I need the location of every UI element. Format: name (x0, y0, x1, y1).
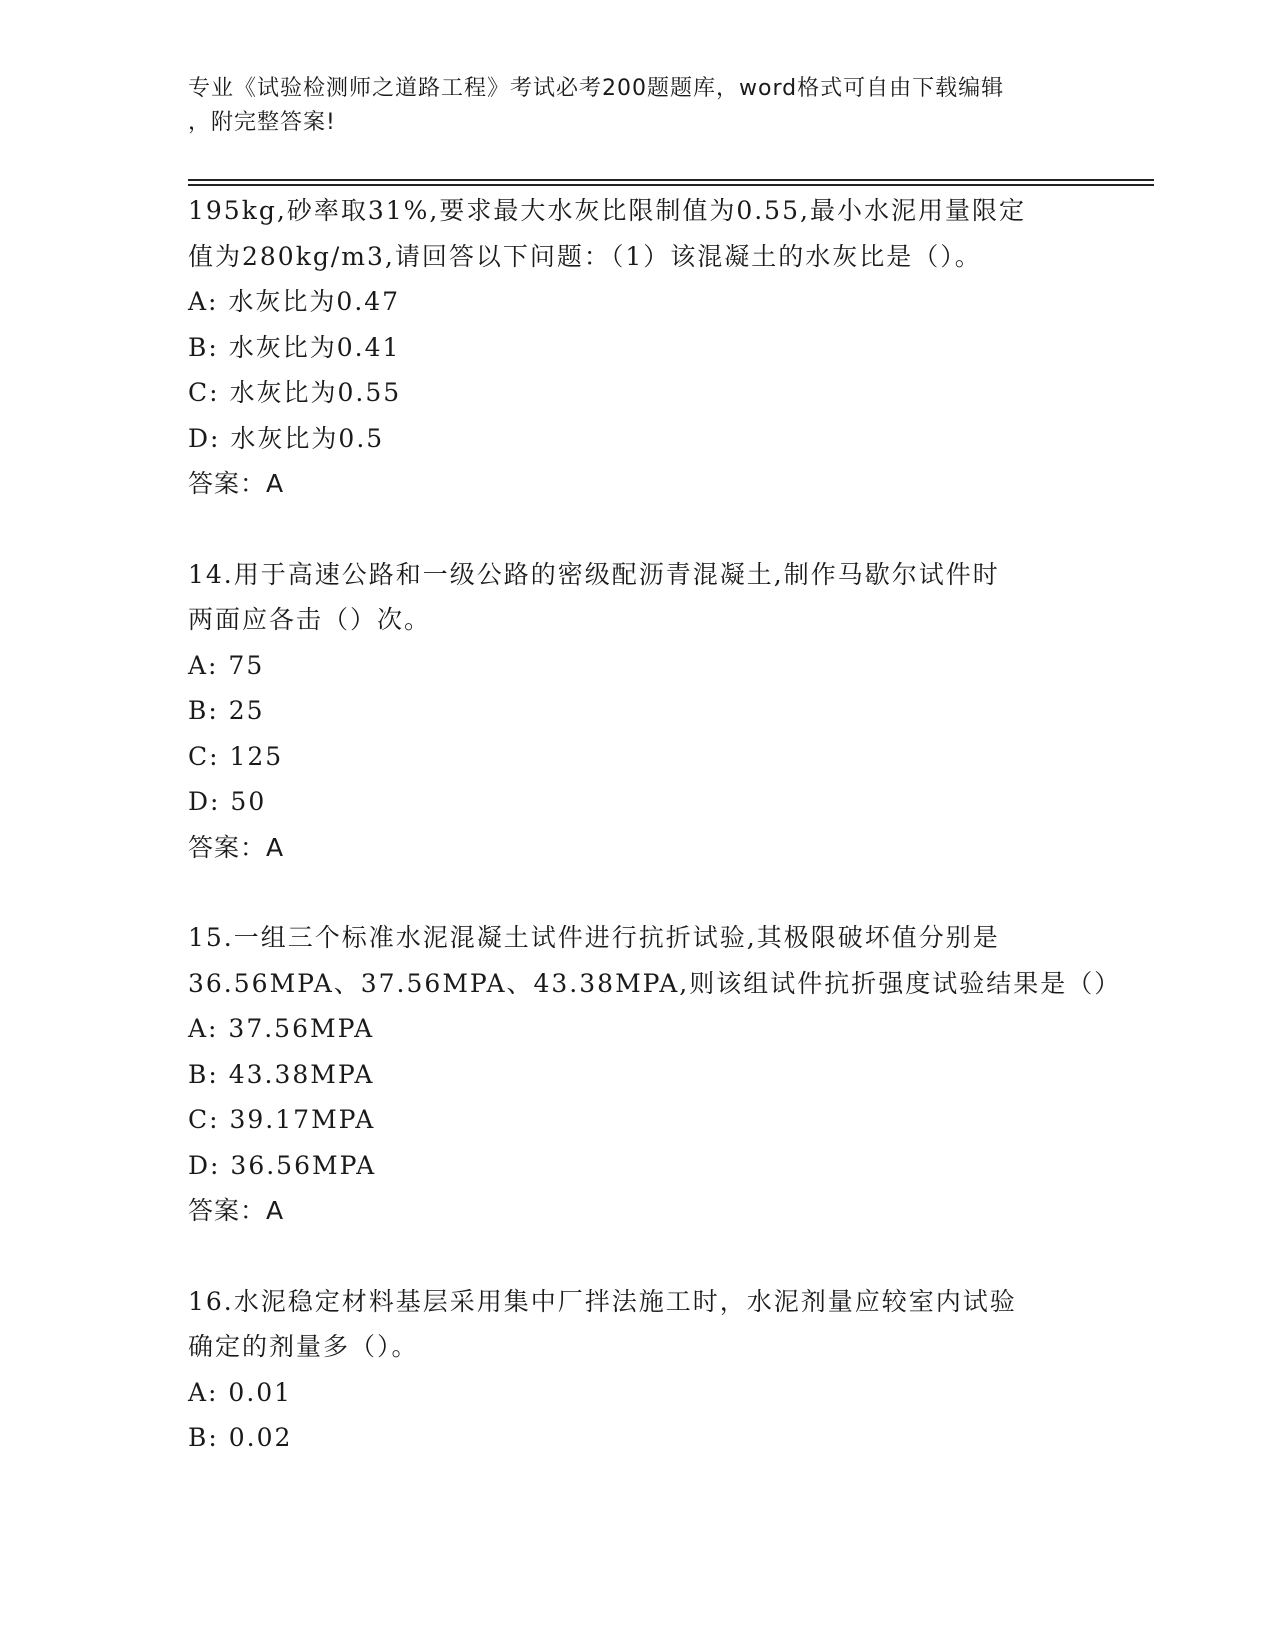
option-c: C: 39.17MPA (188, 1105, 376, 1134)
question-stem-line: 36.56MPA、37.56MPA、43.38MPA,则该组试件抗折强度试验结果是（） (188, 968, 1122, 998)
option-a: A: 0.01 (188, 1377, 293, 1407)
option-c: C: 水灰比为0.55 (188, 378, 402, 407)
answer-line: 答案：A (188, 469, 285, 498)
option-b: B: 0.02 (188, 1423, 293, 1452)
question-stem-line: 值为280kg/m3,请回答以下问题：（1）该混凝土的水灰比是（）。 (188, 241, 982, 271)
question-block (188, 915, 1122, 1234)
question-spacer (188, 507, 1088, 552)
answer-line: 答案：A (188, 1196, 285, 1225)
document-header (188, 72, 1088, 140)
question-stem-line: 14.用于高速公路和一级公路的密级配沥青混凝土,制作马歇尔试件时 (188, 559, 1000, 589)
option-d: D: 水灰比为0.5 (188, 423, 385, 453)
option-b: B: 水灰比为0.41 (188, 332, 401, 362)
question-stem-line: 195kg,砂率取31%,要求最大水灰比限制值为0.55,最小水泥用量限定 (188, 196, 1026, 225)
question-block (188, 552, 1088, 871)
option-d: D: 36.56MPA (188, 1150, 377, 1180)
header-rule-top (188, 179, 1154, 181)
question-list (188, 188, 1122, 1461)
question-stem-line: 确定的剂量多（）。 (188, 1332, 419, 1361)
question-stem-line: 16.水泥稳定材料基层采用集中厂拌法施工时，水泥剂量应较室内试验 (188, 1286, 1017, 1316)
question-spacer (188, 1234, 1088, 1279)
header-rule-bottom (188, 184, 1154, 186)
question-stem-line: 15.一组三个标准水泥混凝土试件进行抗折试验,其极限破坏值分别是 (188, 923, 1000, 952)
question-block (188, 188, 1088, 507)
option-a: A: 75 (188, 650, 265, 680)
question-stem-line: 两面应各击（）次。 (188, 605, 432, 634)
option-b: B: 43.38MPA (188, 1059, 375, 1089)
header-line-1: 专业《试验检测师之道路工程》考试必考200题题库，word格式可自由下载编辑 (188, 76, 1005, 101)
option-a: A: 37.56MPA (188, 1014, 375, 1043)
option-d: D: 50 (188, 787, 267, 816)
option-a: A: 水灰比为0.47 (188, 287, 401, 316)
question-spacer (188, 870, 1088, 915)
answer-line: 答案：A (188, 832, 285, 862)
option-b: B: 25 (188, 696, 265, 725)
question-block (188, 1279, 1088, 1461)
header-line-2: ，附完整答案! (188, 110, 336, 135)
option-c: C: 125 (188, 741, 284, 771)
